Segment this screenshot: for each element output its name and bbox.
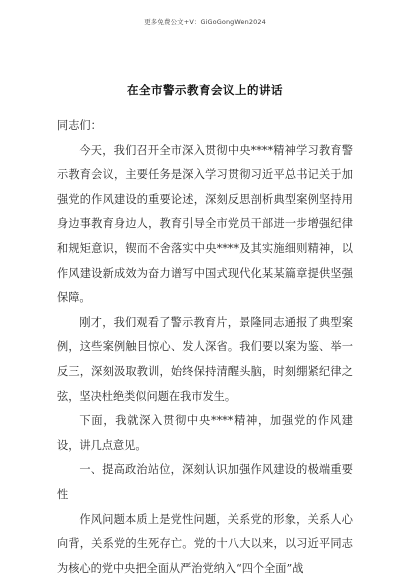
document-title: 在全市警示教育会议上的讲话 (0, 82, 410, 98)
section-heading: 一、提高政治站位，深刻认识加强作风建设的极端重要性 (57, 458, 353, 507)
paragraph: 作风问题本质上是党性问题，关系党的形象，关系人心向背，关系党的生死存亡。党的十八大以来，以习近平同志为核心的党中央把全面从严治党纳入“四个全面”战 (57, 508, 353, 581)
document-body (57, 114, 353, 581)
paragraph: 刚才，我们观看了警示教育片，景隆同志通报了典型案例，这些案例触目惊心、发人深省。我们要以案为鉴、举一反三，深刻汲取教训，始终保持清醒头脑，时刻绷紧纪律之弦，坚决杜绝类似问题在我市发生。 (57, 311, 353, 409)
header-note: 更多免费公文+V：GiGoGongWen2024 (0, 17, 410, 26)
paragraph: 今天，我们召开全市深入贯彻中央****精神学习教育警示教育会议，主要任务是深入学习贯彻习近平总书记关于加强党的作风建设的重要论述，深刻反思剖析典型案例坚持用身边事教育身边人，教育引导全市党员干部进一步增强纪律和规矩意识，锲而不舍落实中央****及其实施细则精神，以作风建设新成效为奋力谱写中国式现代化某某篇章提供坚强保障。 (57, 139, 353, 311)
salutation: 同志们： (57, 114, 353, 139)
paragraph: 下面，我就深入贯彻中央****精神，加强党的作风建设，讲几点意见。 (57, 409, 353, 458)
